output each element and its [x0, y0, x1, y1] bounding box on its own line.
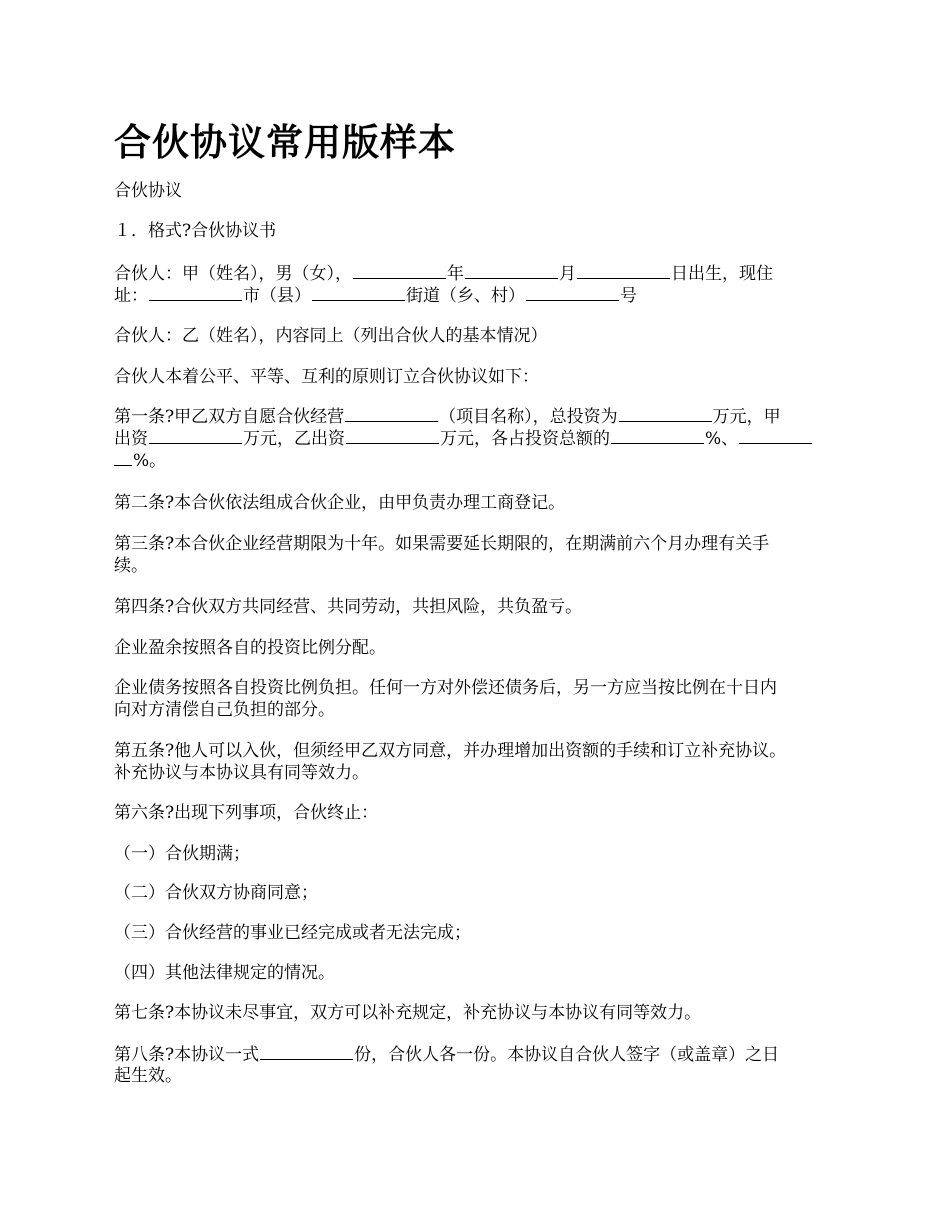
share-label: 万元，各占投资总额的 — [440, 429, 610, 449]
debt-paragraph — [114, 677, 840, 721]
article-5-line-1: 第五条?他人可以入伙，但须经甲乙双方同意，并办理增加出资额的手续和订立补充协议。 — [114, 741, 787, 761]
document-title: 合伙协议常用版样本 — [114, 121, 456, 164]
article-6: 第六条?出现下列事项，合伙终止： — [114, 803, 379, 823]
day-label: 日出生，现住 — [671, 264, 773, 284]
copies-blank[interactable] — [260, 1043, 353, 1060]
partner-a-text: 合伙人：甲（姓名），男（女）， — [114, 264, 352, 284]
debt-line-2: 向对方清偿自己负担的部分。 — [114, 700, 335, 720]
partner-a-paragraph — [114, 262, 840, 306]
article-7: 第七条?本协议未尽事宜，双方可以补充规定，补充协议与本协议有同等效力。 — [114, 1003, 702, 1023]
month-label: 月 — [559, 264, 576, 284]
b-share-blank-continued[interactable] — [114, 449, 132, 466]
list-item: （四）其他法律规定的情况。 — [114, 963, 335, 983]
total-investment-blank[interactable] — [619, 405, 712, 422]
format-line: １．格式?合伙协议书 — [114, 221, 277, 241]
list-item: （二）合伙双方协商同意； — [114, 883, 318, 903]
city-label: 市（县） — [243, 286, 311, 306]
year-label: 年 — [447, 264, 464, 284]
article-2: 第二条?本合伙依法组成合伙企业，由甲负责办理工商登记。 — [114, 493, 566, 513]
address-label: 址： — [114, 286, 148, 306]
article-1 — [114, 405, 840, 471]
article-5 — [114, 740, 840, 784]
a-share-blank[interactable] — [611, 427, 704, 444]
article-8-text: 第八条?本协议一式 — [114, 1045, 260, 1065]
article-8-line-2: 起生效。 — [114, 1066, 182, 1086]
a-capital-label: 出资 — [114, 429, 148, 449]
article-5-line-2: 补充协议与本协议具有同等效力。 — [114, 763, 369, 783]
birth-year-blank[interactable] — [353, 262, 446, 279]
project-label: （项目名称），总投资为 — [439, 407, 618, 427]
street-label: 街道（乡、村） — [406, 286, 525, 306]
birth-month-blank[interactable] — [465, 262, 558, 279]
partner-b-paragraph: 合伙人：乙（姓名），内容同上（列出合伙人的基本情况） — [114, 326, 548, 346]
article-4: 第四条?合伙双方共同经营、共同劳动，共担风险，共负盈亏。 — [114, 597, 583, 617]
list-item: （三）合伙经营的事业已经完成或者无法完成； — [114, 923, 471, 943]
birth-day-blank[interactable] — [577, 262, 670, 279]
a-capital-blank[interactable] — [149, 427, 242, 444]
city-blank[interactable] — [149, 284, 242, 301]
b-capital-blank[interactable] — [346, 427, 439, 444]
copies-label: 份，合伙人各一份。本协议自合伙人签字（或盖章）之日 — [354, 1045, 780, 1065]
number-blank[interactable] — [526, 284, 619, 301]
intro-paragraph: 合伙人本着公平、平等、互利的原则订立合伙协议如下： — [114, 367, 539, 387]
article-1-text: 第一条?甲乙双方自愿合伙经营 — [114, 407, 345, 427]
b-capital-label: 万元，乙出资 — [243, 429, 345, 449]
percent-end-label: %。 — [133, 451, 167, 471]
debt-line-1: 企业债务按照各自投资比例负担。任何一方对外偿还债务后，另一方应当按比例在十日内 — [114, 678, 777, 698]
article-3-line-1: 第三条?本合伙企业经营期限为十年。如果需要延长期限的，在期满前六个月办理有关手 — [114, 534, 770, 554]
percent-sep-label: %、 — [705, 429, 739, 449]
number-label: 号 — [620, 286, 637, 306]
b-share-blank[interactable] — [739, 427, 812, 444]
street-blank[interactable] — [312, 284, 405, 301]
article-3-line-2: 续。 — [114, 556, 148, 576]
profit-paragraph: 企业盈余按照各自的投资比例分配。 — [114, 638, 386, 658]
list-item: （一）合伙期满； — [114, 844, 250, 864]
project-name-blank[interactable] — [345, 405, 438, 422]
article-8 — [114, 1043, 840, 1087]
total-unit-label: 万元，甲 — [712, 407, 781, 427]
article-3 — [114, 533, 840, 577]
agreement-heading: 合伙协议 — [114, 181, 182, 201]
